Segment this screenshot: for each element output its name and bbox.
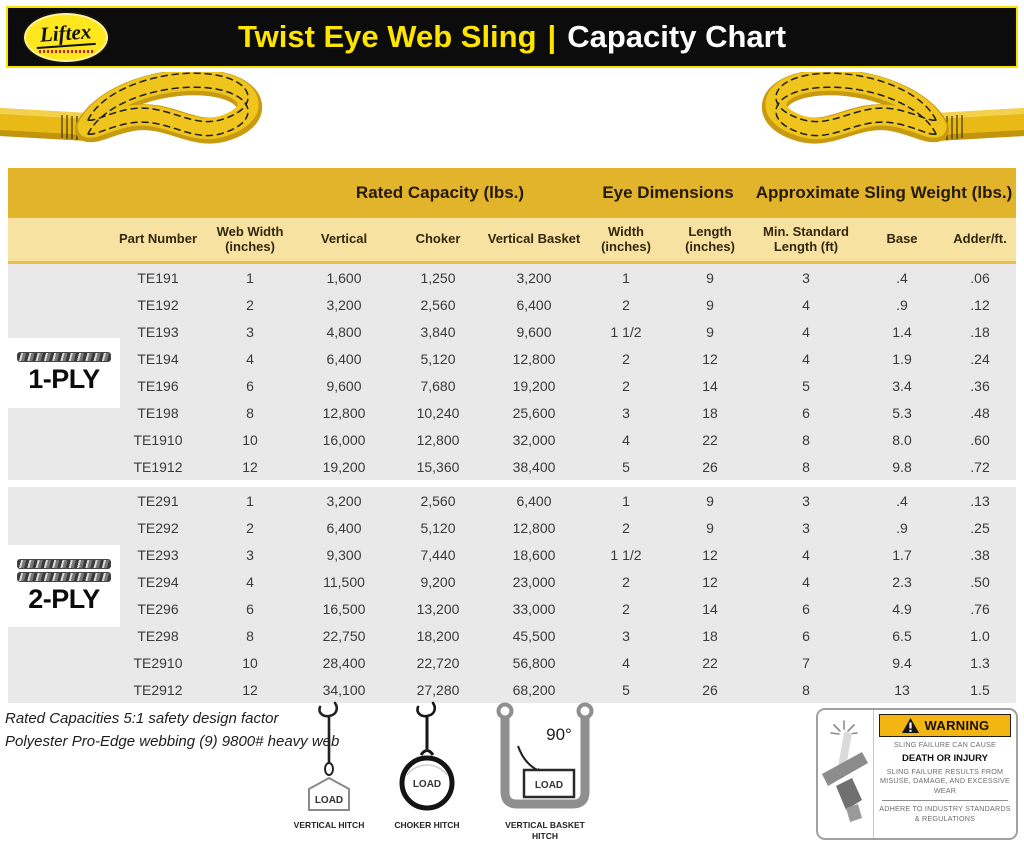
table-cell: 8 — [802, 458, 810, 475]
table-cell: 1.3 — [970, 654, 990, 671]
group-header-sling-weight: Approximate Sling Weight (lbs.) — [755, 182, 1013, 202]
table-cell: .50 — [970, 573, 990, 590]
column-header-choker: Choker — [415, 231, 461, 247]
table-cell: 7,440 — [420, 546, 456, 563]
table-cell: .24 — [970, 350, 990, 367]
table-cell: 14 — [702, 377, 718, 394]
table-cell: .76 — [970, 600, 990, 617]
table-cell: 26 — [702, 681, 718, 698]
table-cell: 8 — [246, 404, 254, 421]
table-cell: 12 — [702, 350, 718, 367]
table-cell: .18 — [970, 323, 990, 340]
table-cell: .38 — [970, 546, 990, 563]
webbing-strip-icon — [17, 352, 111, 362]
section-2-ply-rows — [8, 487, 1016, 703]
table-cell: .9 — [896, 519, 908, 536]
table-cell: 11,500 — [323, 573, 365, 590]
table-cell: TE298 — [137, 627, 179, 644]
title-product: Twist Eye Web Sling — [237, 19, 537, 54]
table-cell: .06 — [970, 269, 990, 286]
table-cell: 13,200 — [416, 600, 460, 617]
table-cell: 4 — [802, 573, 810, 590]
table-cell: 56,800 — [512, 654, 556, 671]
table-cell: 22 — [702, 654, 718, 671]
table-cell: TE196 — [137, 377, 179, 394]
table-row — [8, 622, 1016, 649]
table-row — [8, 514, 1016, 541]
table-cell: 18,200 — [416, 627, 460, 644]
table-cell: TE2910 — [133, 654, 183, 671]
table-cell: 2 — [622, 600, 630, 617]
table-cell: 1.7 — [892, 546, 912, 563]
warning-triangle-icon — [901, 717, 920, 734]
table-cell: TE292 — [137, 519, 179, 536]
table-row — [8, 541, 1016, 568]
table-cell: 5,120 — [420, 519, 456, 536]
table-cell: 2 — [246, 296, 254, 313]
table-cell: 1 — [622, 492, 630, 509]
table-cell: 2 — [622, 350, 630, 367]
vertical-hitch-icon — [293, 700, 365, 818]
table-cell: 2 — [622, 573, 630, 590]
logo-wordmark: Liftex — [36, 20, 97, 48]
warning-line-results: SLING FAILURE RESULTS FROM MISUSE, DAMAGE, AND EXCESSIVE WEAR — [879, 766, 1010, 796]
table-cell: 12 — [702, 546, 718, 563]
table-cell: 1.0 — [970, 627, 990, 644]
table-cell: 12,800 — [512, 350, 556, 367]
table-cell: 2,560 — [420, 296, 456, 313]
warning-text-panel — [874, 710, 1016, 838]
table-cell: 6,400 — [326, 350, 362, 367]
footnote-webbing: Polyester Pro-Edge webbing (9) 9800# heavy web — [5, 733, 340, 751]
table-cell: 6.5 — [892, 627, 912, 644]
table-cell: 6 — [246, 377, 254, 394]
table-cell: 32,000 — [512, 431, 556, 448]
table-column-header-row — [8, 218, 1016, 264]
column-header-web-width: Web Width (inches) — [216, 223, 284, 254]
table-cell: .13 — [970, 492, 990, 509]
table-cell: 12,800 — [322, 404, 366, 421]
table-cell: 4 — [802, 350, 810, 367]
table-cell: .4 — [896, 492, 908, 509]
vertical-basket-hitch-diagram — [482, 700, 608, 842]
liftex-logo — [22, 11, 110, 64]
table-row — [8, 676, 1016, 703]
table-row — [8, 487, 1016, 514]
column-header-eye-length: Length (inches) — [685, 223, 735, 254]
table-cell: 16,000 — [322, 431, 366, 448]
table-row — [8, 649, 1016, 676]
table-cell: 68,200 — [512, 681, 556, 698]
table-cell: 4 — [246, 350, 254, 367]
table-cell: 10 — [242, 431, 258, 448]
footnote-safety-factor: Rated Capacities 5:1 safety design factor — [5, 710, 279, 727]
table-cell: 34,100 — [322, 681, 366, 698]
table-cell: 1 1/2 — [610, 323, 642, 340]
table-cell: 19,200 — [322, 458, 366, 475]
table-cell: 12 — [242, 681, 258, 698]
table-cell: 8 — [246, 627, 254, 644]
table-cell: 3 — [246, 546, 254, 563]
column-header-base: Base — [886, 231, 918, 247]
table-cell: 3 — [802, 492, 810, 509]
page-title — [238, 19, 786, 55]
table-cell: TE1910 — [133, 431, 183, 448]
header-bar — [6, 6, 1018, 68]
group-header-rated-capacity: Rated Capacity (lbs.) — [355, 182, 525, 202]
sling-failure-graphic — [820, 718, 872, 830]
table-row — [8, 426, 1016, 453]
table-cell: 4 — [622, 654, 630, 671]
table-cell: TE296 — [137, 600, 179, 617]
table-cell: 9 — [706, 323, 714, 340]
group-header-eye-dimensions: Eye Dimensions — [602, 182, 734, 202]
table-cell: 10 — [242, 654, 258, 671]
table-cell: 22,750 — [322, 627, 366, 644]
table-cell: 2.3 — [892, 573, 912, 590]
warning-line-cause: SLING FAILURE CAN CAUSE — [893, 740, 997, 749]
table-cell: .48 — [970, 404, 990, 421]
table-cell: 6 — [802, 404, 810, 421]
table-cell: .12 — [970, 296, 990, 313]
table-cell: 3,200 — [326, 296, 362, 313]
table-cell: 6,400 — [326, 519, 362, 536]
table-cell: 8 — [802, 681, 810, 698]
column-header-vertical: Vertical — [320, 231, 368, 247]
table-cell: 13 — [894, 681, 910, 698]
table-cell: 16,500 — [322, 600, 366, 617]
capacity-table — [8, 168, 1016, 703]
table-cell: 3.4 — [892, 377, 912, 394]
table-cell: 33,000 — [512, 600, 556, 617]
load-label: LOAD — [412, 779, 442, 790]
table-cell: 18 — [702, 627, 718, 644]
table-cell: .36 — [970, 377, 990, 394]
table-cell: 4 — [246, 573, 254, 590]
table-cell: .9 — [896, 296, 908, 313]
warning-line-death-or-injury: DEATH OR INJURY — [901, 752, 989, 764]
warning-divider — [882, 800, 1009, 801]
table-cell: 8.0 — [892, 431, 912, 448]
table-cell: 7,680 — [420, 377, 456, 394]
table-cell: 4.9 — [892, 600, 912, 617]
table-cell: 12,800 — [512, 519, 556, 536]
table-row — [8, 291, 1016, 318]
table-cell: 5 — [802, 377, 810, 394]
table-cell: 1 — [246, 269, 254, 286]
sling-photo-left — [0, 72, 300, 166]
table-cell: 6,400 — [516, 296, 552, 313]
column-header-eye-width: Width (inches) — [601, 223, 651, 254]
section-1-ply-rows — [8, 264, 1016, 480]
column-header-min-standard-length: Min. Standard Length (ft) — [763, 223, 849, 254]
table-cell: TE291 — [137, 492, 179, 509]
table-cell: 4,800 — [326, 323, 362, 340]
sling-photo-right — [724, 72, 1024, 166]
table-cell: 2,560 — [420, 492, 456, 509]
table-cell: 1.9 — [892, 350, 912, 367]
table-cell: 9,600 — [326, 377, 362, 394]
column-header-adder: Adder/ft. — [953, 231, 1007, 247]
table-cell: 15,360 — [416, 458, 460, 475]
table-cell: 7 — [802, 654, 810, 671]
ply-1-thumbnail — [8, 338, 120, 408]
table-cell: 1 1/2 — [610, 546, 642, 563]
table-cell: .4 — [896, 269, 908, 286]
table-cell: 3,200 — [326, 492, 362, 509]
table-cell: .72 — [970, 458, 990, 475]
table-cell: .60 — [970, 431, 990, 448]
table-row — [8, 345, 1016, 372]
table-cell: 9,200 — [420, 573, 456, 590]
warning-banner-text: WARNING — [924, 718, 990, 733]
table-cell: 4 — [802, 546, 810, 563]
table-cell: 9 — [706, 296, 714, 313]
table-cell: 9.8 — [892, 458, 912, 475]
table-cell: 4 — [802, 323, 810, 340]
table-cell: 12,800 — [416, 431, 460, 448]
table-cell: 3,200 — [516, 269, 552, 286]
table-row — [8, 318, 1016, 345]
ply-1-label: 1-PLY — [28, 364, 100, 395]
table-cell: 1 — [246, 492, 254, 509]
table-row — [8, 568, 1016, 595]
warning-banner — [879, 714, 1011, 737]
table-cell: 25,600 — [512, 404, 556, 421]
table-cell: 9 — [706, 492, 714, 509]
load-label: LOAD — [534, 780, 564, 791]
table-cell: 2 — [622, 377, 630, 394]
table-cell: 6 — [802, 600, 810, 617]
table-cell: TE191 — [137, 269, 179, 286]
table-cell: 12 — [702, 573, 718, 590]
table-row — [8, 372, 1016, 399]
table-cell: 9 — [706, 269, 714, 286]
load-label: LOAD — [314, 795, 344, 806]
table-row — [8, 399, 1016, 426]
choker-hitch-icon — [391, 700, 463, 818]
table-cell: 2 — [622, 519, 630, 536]
warning-graphic-panel — [818, 710, 874, 838]
choker-hitch-diagram — [384, 700, 470, 831]
table-row — [8, 595, 1016, 622]
table-cell: 27,280 — [416, 681, 460, 698]
warning-line-adhere: ADHERE TO INDUSTRY STANDARDS & REGULATIONS — [879, 803, 1011, 823]
column-header-part-number: Part Number — [118, 231, 198, 247]
table-cell: 6,400 — [516, 492, 552, 509]
table-cell: TE1912 — [133, 458, 183, 475]
table-cell: .25 — [970, 519, 990, 536]
table-cell: 1.5 — [970, 681, 990, 698]
table-cell: 38,400 — [512, 458, 556, 475]
hitch-diagrams — [286, 700, 608, 842]
choker-hitch-label: CHOKER HITCH — [394, 820, 460, 830]
table-cell: 1,600 — [326, 269, 362, 286]
table-group-header-row — [8, 168, 1016, 218]
table-cell: 9,600 — [516, 323, 552, 340]
table-cell: 3 — [802, 269, 810, 286]
table-cell: 19,200 — [512, 377, 556, 394]
table-cell: 22,720 — [416, 654, 460, 671]
table-cell: 5.3 — [892, 404, 912, 421]
ply-2-label: 2-PLY — [28, 583, 100, 614]
table-cell: TE294 — [137, 573, 179, 590]
table-cell: TE198 — [137, 404, 179, 421]
table-cell: 45,500 — [512, 627, 556, 644]
table-cell: 14 — [702, 600, 718, 617]
table-cell: 5 — [622, 458, 630, 475]
table-cell: 12 — [242, 458, 258, 475]
vertical-basket-hitch-icon — [482, 700, 608, 818]
vertical-basket-hitch-label: VERTICAL BASKET HITCH — [505, 820, 585, 842]
section-1-ply — [8, 264, 1016, 480]
table-cell: TE193 — [137, 323, 179, 340]
warning-label — [816, 708, 1018, 840]
table-cell: 23,000 — [512, 573, 556, 590]
table-cell: 2 — [246, 519, 254, 536]
table-cell: TE293 — [137, 546, 179, 563]
table-cell: 1 — [622, 269, 630, 286]
table-cell: 9,300 — [326, 546, 362, 563]
table-cell: TE194 — [137, 350, 179, 367]
table-row — [8, 264, 1016, 291]
section-2-ply — [8, 487, 1016, 703]
table-cell: 9.4 — [892, 654, 912, 671]
table-cell: 1.4 — [892, 323, 912, 340]
table-cell: 3 — [802, 519, 810, 536]
table-cell: 18 — [702, 404, 718, 421]
webbing-strip-icon — [17, 572, 111, 582]
table-cell: 6 — [246, 600, 254, 617]
table-cell: TE192 — [137, 296, 179, 313]
table-cell: TE2912 — [133, 681, 183, 698]
vertical-hitch-label: VERTICAL HITCH — [293, 820, 365, 830]
table-cell: 26 — [702, 458, 718, 475]
table-cell: 28,400 — [322, 654, 366, 671]
title-subject: Capacity Chart — [567, 19, 787, 54]
table-cell: 8 — [802, 431, 810, 448]
vertical-hitch-diagram — [286, 700, 372, 831]
table-cell: 3 — [622, 404, 630, 421]
column-header-vertical-basket: Vertical Basket — [487, 231, 581, 247]
table-cell: 9 — [706, 519, 714, 536]
table-cell: 4 — [622, 431, 630, 448]
logo-tagline-decoration — [39, 50, 93, 53]
table-cell: 5 — [622, 681, 630, 698]
table-cell: 2 — [622, 296, 630, 313]
table-cell: 5,120 — [420, 350, 456, 367]
table-cell: 4 — [802, 296, 810, 313]
webbing-strip-icon — [17, 559, 111, 569]
table-cell: 18,600 — [512, 546, 556, 563]
table-cell: 1,250 — [420, 269, 456, 286]
ply-2-thumbnail — [8, 545, 120, 627]
table-cell: 3,840 — [420, 323, 456, 340]
table-cell: 10,240 — [416, 404, 460, 421]
table-cell: 3 — [246, 323, 254, 340]
table-cell: 6 — [802, 627, 810, 644]
basket-angle-label: 90° — [546, 725, 572, 744]
table-cell: 3 — [622, 627, 630, 644]
table-cell: 22 — [702, 431, 718, 448]
table-row — [8, 453, 1016, 480]
title-separator: | — [547, 19, 557, 54]
